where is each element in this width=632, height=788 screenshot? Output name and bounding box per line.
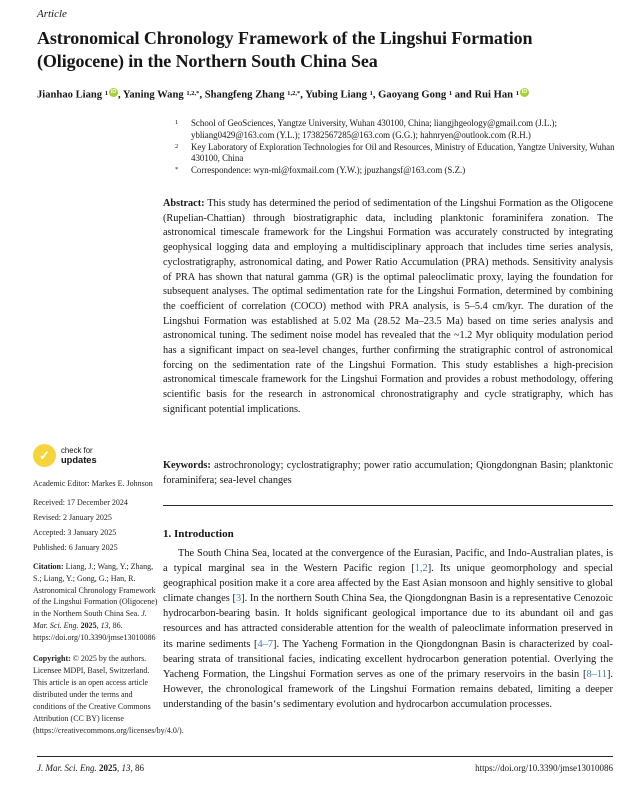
affiliation-row: [175, 142, 615, 165]
page-footer: [37, 763, 613, 773]
article-type-label: Article: [37, 8, 67, 20]
text-segment: Liang, J.; Wang, Y.; Zhang, S.; Liang, Y.; Gong, G.; Han, R. Astronomical Chronology Framework of the Lingshui Formation (Oligocene) in the Northern South China Sea.: [33, 561, 158, 619]
affiliation-text: School of GeoSciences, Yangtze University, Wuhan 430100, China; liangjhgeology@gmail.com (J.L.); ybliang0429@163.com (Y.L.); 17382567285@163.com (G.G.); hahnryen@outlook.com (R.H.): [191, 118, 557, 140]
footer-journal-ref: [37, 763, 144, 773]
section-divider: [163, 505, 613, 506]
citation-link[interactable]: 3: [235, 593, 242, 605]
authors-line: [37, 88, 617, 104]
text-segment: 13: [121, 763, 131, 773]
footer-doi-link[interactable]: https://doi.org/10.3390/jmse13010086: [475, 763, 613, 773]
text-segment: 1: [104, 89, 108, 97]
text-segment: ,: [117, 763, 122, 773]
text-segment: The South China Sea, located at the convergence of the Eurasian, Pacific, and Indo-Australian plates, is a typical marginal sea in the Western Pacific region [: [163, 548, 613, 575]
correspondence-text: Correspondence: wyn-ml@foxmail.com (Y.W.); jpuzhangsf@163.com (S.Z.): [191, 165, 466, 176]
text-segment: ,: [96, 621, 101, 631]
received-date: Received: 17 December 2024: [33, 497, 128, 507]
check-for-updates-badge[interactable]: [33, 444, 159, 467]
text-segment: 1: [448, 89, 453, 97]
text-segment: and Rui Han: [452, 89, 516, 101]
left-sidebar: [33, 444, 184, 736]
text-segment: J. Mar. Sci. Eng.: [37, 763, 99, 773]
text-segment: 1,2,*: [186, 89, 200, 97]
text-segment: ]. In the northern South China Sea, the Qiongdongnan Basin is a representative Cenozoic hydrocarbon-bearing basin. It holds significant geological importance due to its abundant oil and gas resources and has attracted considerable attention for the wealth of paleoclimate information preserved in its marine sediments [: [163, 593, 613, 650]
affiliation-marker: 1: [175, 119, 179, 126]
published-date: Published: 6 January 2025: [33, 543, 118, 553]
affiliation-marker: 2: [175, 142, 179, 150]
badge-label-line2: updates: [61, 454, 97, 465]
affiliations-list: [175, 118, 615, 177]
text-segment: , 86. https://doi.org/10.3390/jmse13010086: [33, 621, 156, 643]
text-segment: , Shangfeng Zhang: [199, 89, 288, 101]
accepted-date: Accepted: 3 January 2025: [33, 527, 117, 537]
text-segment: Abstract:: [163, 198, 208, 209]
text-segment: Keywords:: [163, 460, 215, 471]
citation-link[interactable]: 8–11: [586, 668, 607, 680]
text-segment: Citation:: [33, 561, 66, 571]
page-title: Astronomical Chronology Framework of the Lingshui Formation (Oligocene) in the Northern South China Sea: [37, 28, 533, 71]
affiliation-row: [175, 165, 615, 177]
text-segment: ]. Its unique geomorphology and special geographical position make it a core area affected by the East Asian monsoon and highly sensitive to global climate changes [: [163, 563, 613, 605]
correspondence-marker: *: [175, 166, 179, 174]
text-segment: 2025: [80, 621, 97, 631]
text-segment: 13: [100, 621, 109, 631]
text-segment: Copyright:: [33, 654, 73, 664]
text-segment: J. Mar. Sci. Eng.: [33, 609, 147, 631]
text-segment: , 86: [130, 763, 144, 773]
text-segment: ]. However, the chronological framework of the Lingshui Formation remains debated, limiting a deeper understanding of the basin‘s sedimentary evolution and hydrocarbon accumulation processes.: [163, 668, 613, 710]
text-segment: 1,2,*: [287, 89, 301, 97]
academic-editor-line: Academic Editor: Markes E. Johnson: [33, 479, 153, 488]
orcid-icon[interactable]: iD: [110, 89, 117, 95]
badge-label-line1: check for: [61, 446, 93, 455]
text-segment: astrochronology; cyclostratigraphy; power ratio accumulation; Qiongdongnan Basin; planktonic foraminifera; sea-level changes: [163, 460, 613, 486]
text-segment: , Yubing Liang: [300, 89, 370, 101]
footer-divider: [37, 756, 613, 757]
affiliation-row: [175, 118, 615, 141]
badge-label: [61, 446, 97, 465]
text-segment: 2025: [99, 763, 117, 773]
text-segment: , Yaning Wang: [118, 89, 187, 101]
orcid-icon[interactable]: iD: [521, 89, 528, 95]
introduction-heading: 1. Introduction: [163, 528, 234, 540]
affiliation-text: Key Laboratory of Exploration Technologies for Oil and Resources, Ministry of Education, Yangtze University, Wuhan 430100, China: [191, 141, 615, 164]
introduction-paragraph: [163, 546, 613, 712]
text-segment: Jianhao Liang: [37, 89, 105, 101]
citation-link[interactable]: 4–7: [257, 638, 274, 650]
text-segment: 1: [515, 89, 519, 97]
citation-link[interactable]: 1,2: [414, 563, 428, 575]
revised-date: Revised: 2 January 2025: [33, 512, 112, 522]
abstract-paragraph: [163, 197, 613, 418]
keywords-paragraph: [163, 459, 613, 488]
text-segment: This study has determined the period of sedimentation of the Lingshui Formation as the Oligocene (Rupelian-Chattian) through biostratigraphic data, including planktonic foraminifera zonation. The astronomical timescale framework for the Lingshui Formation was accurately constructed by integrating geophysical logging data and employing a multidisciplinary approach that includes time series analysis, cyclostratigraphy, astronomical dating, and Power Ratio Accumulation (PRA) methods. Sensitivity analysis of PRA has shown that natural gamma (GR) is the optimal paleoclimatic proxy, laying the foundation for subsequent analyses. The optimal sedimentation rate for the Lingshui Formation, determined by combining the coefficient of correlation (COCO) method with PRA analysis, is 5–5.4 cm/kyr. The duration of the Lingshui Formation was established at 5.02 Ma (28.52 Ma–23.5 Ma) based on time series analysis and astronomical tuning. The sediment noise model has revealed that the ~1.2 Myr obliquity modulation period has a significant impact on sea-level changes, further confirming the stratigraphic control of astronomical forcing on the sedimentation rate of the Lingshui Formation. This study establishes a high-precision astronomical timescale framework for the Lingshui Formation and provides a robust methodology, offering scientific basis for the research in astronomical chronostratigraphy and cycle stratigraphy, which has significant potential implications.: [163, 198, 613, 415]
text-segment: 1: [369, 89, 373, 97]
text-segment: , Gaoyang Gong: [372, 89, 449, 101]
history-dates: [33, 497, 159, 554]
checkmark-icon: ✓: [33, 444, 56, 467]
copyright-block: [33, 653, 184, 736]
text-segment: ]. The Yacheng Formation in the Qiongdongnan Basin is characterized by coal-bearing strata of transitional facies, indicating excellent hydrocarbon generation potential. Overlying the Yacheng Formation, the Lingshui Formation serves as one of the primary reservoirs in the basin [: [163, 638, 613, 680]
text-segment: © 2025 by the authors. Licensee MDPI, Basel, Switzerland. This article is an open access article distributed under the terms and conditions of the Creative Commons Attribution (CC BY) license (https://creativecommons.org/licenses/by/4.0/).: [33, 654, 184, 735]
citation-block: [33, 561, 159, 644]
